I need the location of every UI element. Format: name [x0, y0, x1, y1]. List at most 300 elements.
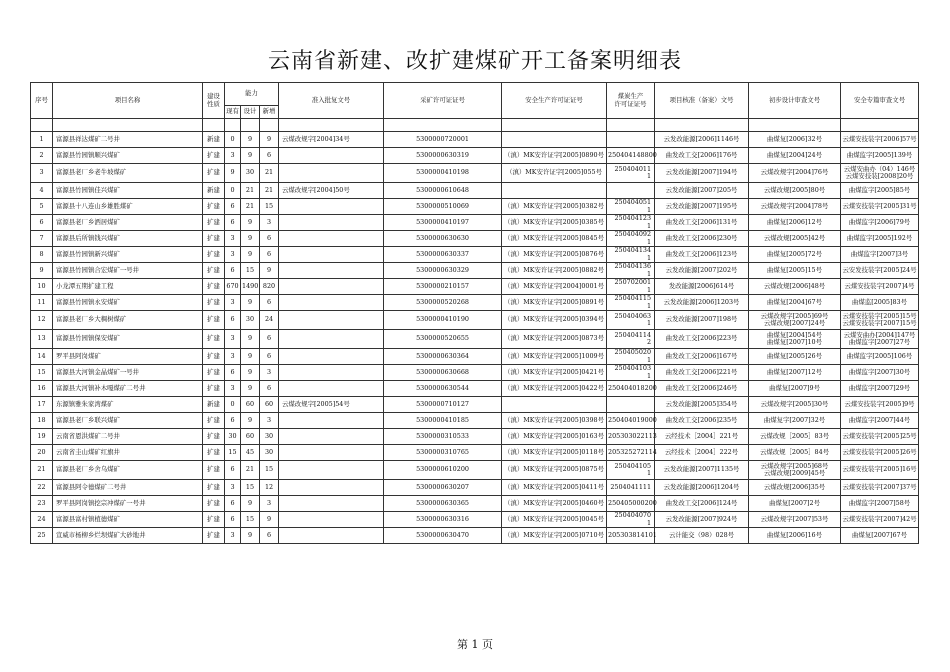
page-number: 第 1 页	[457, 638, 493, 651]
cell-coal: 250404051 1	[607, 199, 655, 215]
cell-mining: 5300000520268	[384, 295, 502, 311]
cell-design-doc: 曲煤复字[2007]32号	[749, 413, 841, 429]
header-name: 项目名称	[53, 83, 203, 119]
cell-nature: 扩建	[203, 528, 225, 544]
cell-safety	[502, 132, 607, 148]
cell-design-doc: 曲煤复[2006]16号	[749, 528, 841, 544]
cell-safety: （滇）MK安许证字[2005]0045号	[502, 512, 607, 528]
cell-mining: 5300000630470	[384, 528, 502, 544]
cell-design-doc: 曲煤复[2004]54号 曲煤复[2007]10号	[749, 330, 841, 349]
cell-design-doc: 云煤改规[2006]48号	[749, 279, 841, 295]
cell-nature: 扩建	[203, 445, 225, 461]
cell-design: 45	[241, 445, 260, 461]
cell-mining: 5300000630364	[384, 349, 502, 365]
cell-coal: 250404063 1	[607, 311, 655, 330]
header-special: 安全专篇审查文号	[841, 83, 919, 119]
cell-existing: 6	[225, 413, 241, 429]
cell-coal: 250405020 1	[607, 349, 655, 365]
cell-design: 15	[241, 512, 260, 528]
cell-approval: 云经技术［2004］221号	[655, 429, 749, 445]
cell-new: 6	[260, 381, 279, 397]
cell-safety: （滇）MK安许证字[2005]0873号	[502, 330, 607, 349]
cell-mining: 5300000310533	[384, 429, 502, 445]
cell-mining: 5300000520655	[384, 330, 502, 349]
table-row	[31, 215, 919, 231]
table-row	[31, 528, 919, 544]
cell-nature: 扩建	[203, 330, 225, 349]
cell-approval: 发改能源[2006]614号	[655, 279, 749, 295]
header-seq: 序号	[31, 83, 53, 119]
cell-access	[279, 461, 384, 480]
cell-safety: （滇）MK安许证字[2005]0118号	[502, 445, 607, 461]
cell-name: 宣威市杨柳乡烂坝煤矿大砂地井	[53, 528, 203, 544]
header-safety: 安全生产许可证证号	[502, 83, 607, 119]
cell-seq: 15	[31, 365, 53, 381]
cell-seq: 10	[31, 279, 53, 295]
cell-existing: 3	[225, 231, 241, 247]
cell-design-doc: 曲煤复[2005]72号	[749, 247, 841, 263]
cell-nature: 扩建	[203, 311, 225, 330]
cell-design-doc: 曲煤复[2007]12号	[749, 365, 841, 381]
cell-new: 3	[260, 496, 279, 512]
cell-seq: 23	[31, 496, 53, 512]
cell-seq: 17	[31, 397, 53, 413]
cell-seq: 3	[31, 164, 53, 183]
cell-name: 富源县富村镇植德煤矿	[53, 512, 203, 528]
cell-design: 9	[241, 330, 260, 349]
table-row	[31, 429, 919, 445]
cell-nature: 扩建	[203, 365, 225, 381]
table-row	[31, 279, 919, 295]
cell-access: 云煤改规字[2005]54号	[279, 397, 384, 413]
cell-mining: 5300000510069	[384, 199, 502, 215]
cell-safety: （滇）MK安许证字[2005]0891号	[502, 295, 607, 311]
cell-safety: （滇）MK安许证字[2005]0460号	[502, 496, 607, 512]
cell-access	[279, 381, 384, 397]
header-cap-design: 设计	[241, 106, 260, 119]
cell-access	[279, 528, 384, 544]
cell-access	[279, 413, 384, 429]
cell-safety: （滇）MK安许证字[2005]0422号	[502, 381, 607, 397]
cell-name: 云南省恩洪煤矿二号井	[53, 429, 203, 445]
cell-seq: 16	[31, 381, 53, 397]
cell-design-doc: 曲煤复[2007]9号	[749, 381, 841, 397]
cell-design-doc: 云煤改规字[2005]30号	[749, 397, 841, 413]
cell-new: 3	[260, 365, 279, 381]
cell-access: 云煤改规字[2004]50号	[279, 183, 384, 199]
table-row	[31, 496, 919, 512]
cell-access	[279, 311, 384, 330]
cell-name: 富源县竹园镇合宏煤矿一号井	[53, 263, 203, 279]
cell-name: 富源县竹园镇新兴煤矿	[53, 247, 203, 263]
cell-nature: 扩建	[203, 148, 225, 164]
cell-existing: 0	[225, 183, 241, 199]
cell-coal: 205325272114	[607, 445, 655, 461]
cell-mining: 5300000630668	[384, 365, 502, 381]
cell-design-doc: 云煤改规［2005］83号	[749, 429, 841, 445]
cell-mining: 5300000410198	[384, 164, 502, 183]
cell-approval: 云发改能源[2006]1204号	[655, 480, 749, 496]
cell-mining: 5300000630319	[384, 148, 502, 164]
cell-access: 云煤改规字[2004]34号	[279, 132, 384, 148]
cell-coal: 250404011 1	[607, 164, 655, 183]
cell-seq: 5	[31, 199, 53, 215]
cell-coal: 250404105 1	[607, 461, 655, 480]
cell-approval: 云发改能源[2007]198号	[655, 311, 749, 330]
cell-special: 曲煤监字[2007]3号	[841, 247, 919, 263]
cell-coal: 250405000200	[607, 496, 655, 512]
cell-special: 曲煤监字[2005]192号	[841, 231, 919, 247]
cell-design: 30	[241, 164, 260, 183]
cell-design: 9	[241, 295, 260, 311]
cell-mining: 5300000610200	[384, 461, 502, 480]
cell-design: 15	[241, 480, 260, 496]
cell-seq: 19	[31, 429, 53, 445]
cell-seq: 20	[31, 445, 53, 461]
table-row	[31, 199, 919, 215]
table-row	[31, 512, 919, 528]
cell-special: 曲煤监字[2007]29号	[841, 381, 919, 397]
cell-coal	[607, 397, 655, 413]
cell-design: 9	[241, 231, 260, 247]
cell-new: 60	[260, 397, 279, 413]
cell-existing: 3	[225, 295, 241, 311]
cell-new: 9	[260, 512, 279, 528]
header-access: 准入批复文号	[279, 83, 384, 119]
filing-table	[30, 82, 919, 544]
cell-new: 6	[260, 295, 279, 311]
cell-name: 富源县后所镇钱兴煤矿	[53, 231, 203, 247]
cell-existing: 6	[225, 365, 241, 381]
cell-design-doc: 云煤改规[2005]42号	[749, 231, 841, 247]
cell-nature: 扩建	[203, 512, 225, 528]
cell-new: 9	[260, 132, 279, 148]
cell-mining: 5300000310765	[384, 445, 502, 461]
cell-design: 9	[241, 413, 260, 429]
cell-design: 1490	[241, 279, 260, 295]
cell-design: 21	[241, 461, 260, 480]
cell-safety: （滇）MK安许证字[2005]0163号	[502, 429, 607, 445]
cell-seq: 25	[31, 528, 53, 544]
cell-safety: （滇）MK安许证字[2005]0875号	[502, 461, 607, 480]
cell-seq: 14	[31, 349, 53, 365]
cell-coal: 250702001 1	[607, 279, 655, 295]
cell-safety: （滇）MK安许证字[2005]0845号	[502, 231, 607, 247]
cell-safety	[502, 183, 607, 199]
cell-existing: 3	[225, 381, 241, 397]
cell-design: 60	[241, 429, 260, 445]
cell-design: 21	[241, 199, 260, 215]
cell-approval: 曲发改工交[2006]246号	[655, 381, 749, 397]
cell-approval: 云计能交（98）028号	[655, 528, 749, 544]
cell-name: 富源县十八连山乡雄胜煤矿	[53, 199, 203, 215]
cell-approval: 曲发改工交[2006]230号	[655, 231, 749, 247]
cell-design-doc: 云煤改规［2005］84号	[749, 445, 841, 461]
cell-nature: 扩建	[203, 215, 225, 231]
cell-mining: 5300000630630	[384, 231, 502, 247]
cell-existing: 0	[225, 397, 241, 413]
cell-nature: 扩建	[203, 295, 225, 311]
header-coal: 煤炭生产 许可证证号	[607, 83, 655, 119]
cell-nature: 新建	[203, 183, 225, 199]
cell-existing: 9	[225, 164, 241, 183]
cell-approval: 曲发改工交[2006]124号	[655, 496, 749, 512]
cell-mining: 5300000710127	[384, 397, 502, 413]
cell-nature: 新建	[203, 132, 225, 148]
table-row	[31, 365, 919, 381]
cell-existing: 6	[225, 215, 241, 231]
cell-existing: 6	[225, 263, 241, 279]
cell-name: 富源县老厂乡大稠树煤矿	[53, 311, 203, 330]
cell-nature: 扩建	[203, 429, 225, 445]
cell-special: 曲煤监字[2007]30号	[841, 365, 919, 381]
cell-seq: 7	[31, 231, 53, 247]
cell-design: 9	[241, 247, 260, 263]
cell-access	[279, 295, 384, 311]
table-row	[31, 231, 919, 247]
cell-name: 东源镇雅朱家湾煤矿	[53, 397, 203, 413]
cell-seq: 1	[31, 132, 53, 148]
cell-coal: 250404136 1	[607, 263, 655, 279]
cell-nature: 扩建	[203, 164, 225, 183]
cell-coal: 250404114 2	[607, 330, 655, 349]
table-row	[31, 132, 919, 148]
cell-mining: 5300000720001	[384, 132, 502, 148]
cell-existing: 670	[225, 279, 241, 295]
cell-seq: 13	[31, 330, 53, 349]
cell-new: 30	[260, 445, 279, 461]
cell-approval: 云发改能源[2006]1146号	[655, 132, 749, 148]
table-row	[31, 164, 919, 183]
cell-design-doc: 曲煤复[2005]15号	[749, 263, 841, 279]
cell-design-doc: 曲煤复[2006]32号	[749, 132, 841, 148]
cell-existing: 6	[225, 512, 241, 528]
cell-design: 9	[241, 496, 260, 512]
cell-approval: 云发改能源[2006]1203号	[655, 295, 749, 311]
cell-access	[279, 231, 384, 247]
cell-access	[279, 480, 384, 496]
cell-existing: 6	[225, 199, 241, 215]
cell-nature: 扩建	[203, 247, 225, 263]
cell-special: 曲煤监字[2005]139号	[841, 148, 919, 164]
cell-mining: 5300000630316	[384, 512, 502, 528]
cell-access	[279, 247, 384, 263]
cell-nature: 扩建	[203, 349, 225, 365]
cell-access	[279, 330, 384, 349]
cell-seq: 18	[31, 413, 53, 429]
cell-special: 云煤安技装字[2007]37号	[841, 480, 919, 496]
page-title: 云南省新建、改扩建煤矿开工备案明细表	[267, 49, 682, 74]
cell-design: 30	[241, 311, 260, 330]
cell-seq: 8	[31, 247, 53, 263]
cell-coal: 250404019000	[607, 413, 655, 429]
cell-mining: 5300000410190	[384, 311, 502, 330]
table-row	[31, 183, 919, 199]
cell-nature: 扩建	[203, 199, 225, 215]
cell-safety: （滇）MK安许证字[2005]0882号	[502, 263, 607, 279]
cell-approval: 云发改能源[2007]205号	[655, 183, 749, 199]
cell-name: 富源县竹园镇佳兴煤矿	[53, 183, 203, 199]
table-row	[31, 381, 919, 397]
cell-existing: 3	[225, 349, 241, 365]
cell-design-doc: 曲煤复[2006]12号	[749, 215, 841, 231]
table-row	[31, 330, 919, 349]
cell-design: 9	[241, 365, 260, 381]
cell-name: 富源县竹园镇保安煤矿	[53, 330, 203, 349]
cell-design: 9	[241, 215, 260, 231]
table-row	[31, 349, 919, 365]
cell-name: 富源县竹园镇顺兴煤矿	[53, 148, 203, 164]
cell-nature: 新建	[203, 397, 225, 413]
table-row	[31, 445, 919, 461]
header-approval: 项目核准（备案）文号	[655, 83, 749, 119]
cell-design: 60	[241, 397, 260, 413]
cell-mining: 5300000630544	[384, 381, 502, 397]
cell-access	[279, 365, 384, 381]
cell-nature: 扩建	[203, 461, 225, 480]
cell-access	[279, 349, 384, 365]
cell-existing: 6	[225, 496, 241, 512]
cell-existing: 6	[225, 311, 241, 330]
cell-safety: （滇）MK安许证字[2005]0890号	[502, 148, 607, 164]
cell-name: 富源县祥达煤矿二号井	[53, 132, 203, 148]
cell-name: 富源县大河镇补木嘎煤矿二号井	[53, 381, 203, 397]
cell-name: 富源县老厂乡老牛坡煤矿	[53, 164, 203, 183]
cell-special: 曲煤监[2005]83号	[841, 295, 919, 311]
cell-name: 富源县阿令德煤矿二号井	[53, 480, 203, 496]
cell-coal	[607, 183, 655, 199]
cell-design-doc: 曲煤复[2004]24号	[749, 148, 841, 164]
cell-new: 6	[260, 247, 279, 263]
cell-access	[279, 199, 384, 215]
cell-new: 6	[260, 148, 279, 164]
cell-special: 曲煤监字[2007]58号	[841, 496, 919, 512]
cell-special: 云煤安技装字[2005]25号	[841, 429, 919, 445]
cell-safety: （滇）MK安许证字[2004]0001号	[502, 279, 607, 295]
cell-new: 3	[260, 413, 279, 429]
cell-mining: 5300000410197	[384, 215, 502, 231]
cell-mining: 5300000410185	[384, 413, 502, 429]
table-row	[31, 413, 919, 429]
cell-design: 9	[241, 528, 260, 544]
cell-approval: 曲发改工交[2006]167号	[655, 349, 749, 365]
cell-seq: 6	[31, 215, 53, 231]
cell-existing: 3	[225, 330, 241, 349]
cell-name: 富源县大河镇金晶煤矿一号井	[53, 365, 203, 381]
cell-approval: 云发改能源[2005]354号	[655, 397, 749, 413]
cell-approval: 云经技术［2004］222号	[655, 445, 749, 461]
cell-special: 曲煤监字[2007]44号	[841, 413, 919, 429]
cell-nature: 扩建	[203, 231, 225, 247]
cell-mining: 5300000630207	[384, 480, 502, 496]
cell-special: 云煤安曲办[2004]147号 曲煤监字[2007]27号	[841, 330, 919, 349]
cell-approval: 曲发改工交[2006]176号	[655, 148, 749, 164]
cell-new: 9	[260, 263, 279, 279]
cell-approval: 云发改能源[2007]194号	[655, 164, 749, 183]
cell-approval: 曲发改工交[2006]221号	[655, 365, 749, 381]
cell-special: 曲煤监字[2005]85号	[841, 183, 919, 199]
cell-design-doc: 曲煤复[2007]2号	[749, 496, 841, 512]
cell-name: 小龙潭五期扩建工程	[53, 279, 203, 295]
cell-name: 云南省圭山煤矿红旗井	[53, 445, 203, 461]
cell-special: 云煤安技装字[2005]15号 云煤安技装字[2007]15号	[841, 311, 919, 330]
cell-new: 12	[260, 480, 279, 496]
cell-safety: （滇）MK安许证字[2005]055号	[502, 164, 607, 183]
cell-safety: （滇）MK安许证字[2005]0421号	[502, 365, 607, 381]
cell-name: 罗平县阿岗煤矿	[53, 349, 203, 365]
cell-safety: （滇）MK安许证字[2005]0876号	[502, 247, 607, 263]
cell-existing: 3	[225, 148, 241, 164]
cell-design-doc: 云煤改规[2005]80号	[749, 183, 841, 199]
cell-safety: （滇）MK安许证字[2005]0382号	[502, 199, 607, 215]
cell-design-doc: 云煤改规字[2005]68号 云煤改规[2009]45号	[749, 461, 841, 480]
cell-mining: 5300000630365	[384, 496, 502, 512]
cell-safety: （滇）MK安许证字[2005]0710号	[502, 528, 607, 544]
table-row	[31, 311, 919, 330]
cell-nature: 扩建	[203, 413, 225, 429]
cell-design: 9	[241, 132, 260, 148]
cell-existing: 15	[225, 445, 241, 461]
cell-design: 21	[241, 183, 260, 199]
cell-access	[279, 512, 384, 528]
cell-safety: （滇）MK安许证字[2005]0394号	[502, 311, 607, 330]
table-row	[31, 263, 919, 279]
cell-seq: 21	[31, 461, 53, 480]
cell-new: 21	[260, 183, 279, 199]
cell-special: 云煤安技装字[2007]4号	[841, 279, 919, 295]
cell-access	[279, 496, 384, 512]
cell-approval: 云发改能源[2007]1135号	[655, 461, 749, 480]
cell-approval: 云发改能源[2007]924号	[655, 512, 749, 528]
cell-design: 15	[241, 263, 260, 279]
cell-safety: （滇）MK安许证字[2005]0398号	[502, 413, 607, 429]
cell-access	[279, 263, 384, 279]
cell-nature: 扩建	[203, 263, 225, 279]
cell-new: 15	[260, 199, 279, 215]
cell-existing: 0	[225, 132, 241, 148]
header-cap-new: 新增	[260, 106, 279, 119]
cell-access	[279, 445, 384, 461]
header-nature: 建设 性质	[203, 83, 225, 119]
cell-special: 曲煤监字[2006]79号	[841, 215, 919, 231]
header-capacity: 能力	[225, 83, 279, 106]
cell-safety: （滇）MK安许证字[2005]1009号	[502, 349, 607, 365]
cell-nature: 扩建	[203, 381, 225, 397]
cell-mining: 5300000610648	[384, 183, 502, 199]
cell-existing: 3	[225, 480, 241, 496]
cell-special: 云煤安技装字[2005]26号	[841, 445, 919, 461]
cell-coal: 205303814101	[607, 528, 655, 544]
cell-name: 罗平县阿岗镇挖宗冲煤矿一号井	[53, 496, 203, 512]
cell-new: 21	[260, 164, 279, 183]
cell-new: 6	[260, 330, 279, 349]
cell-existing: 3	[225, 528, 241, 544]
cell-coal: 2504041111	[607, 480, 655, 496]
cell-special: 云煤安技装字[2006]57号	[841, 132, 919, 148]
cell-access	[279, 148, 384, 164]
cell-coal: 250404148800	[607, 148, 655, 164]
cell-approval: 曲发改工交[2006]235号	[655, 413, 749, 429]
cell-nature: 扩建	[203, 480, 225, 496]
blank-row	[31, 119, 919, 132]
cell-design-doc: 云煤改规字[2007]53号	[749, 512, 841, 528]
cell-design-doc: 云煤改规字[2004]78号	[749, 199, 841, 215]
cell-seq: 2	[31, 148, 53, 164]
cell-seq: 11	[31, 295, 53, 311]
cell-seq: 4	[31, 183, 53, 199]
cell-coal: 250404123 1	[607, 215, 655, 231]
cell-coal: 250404018200	[607, 381, 655, 397]
